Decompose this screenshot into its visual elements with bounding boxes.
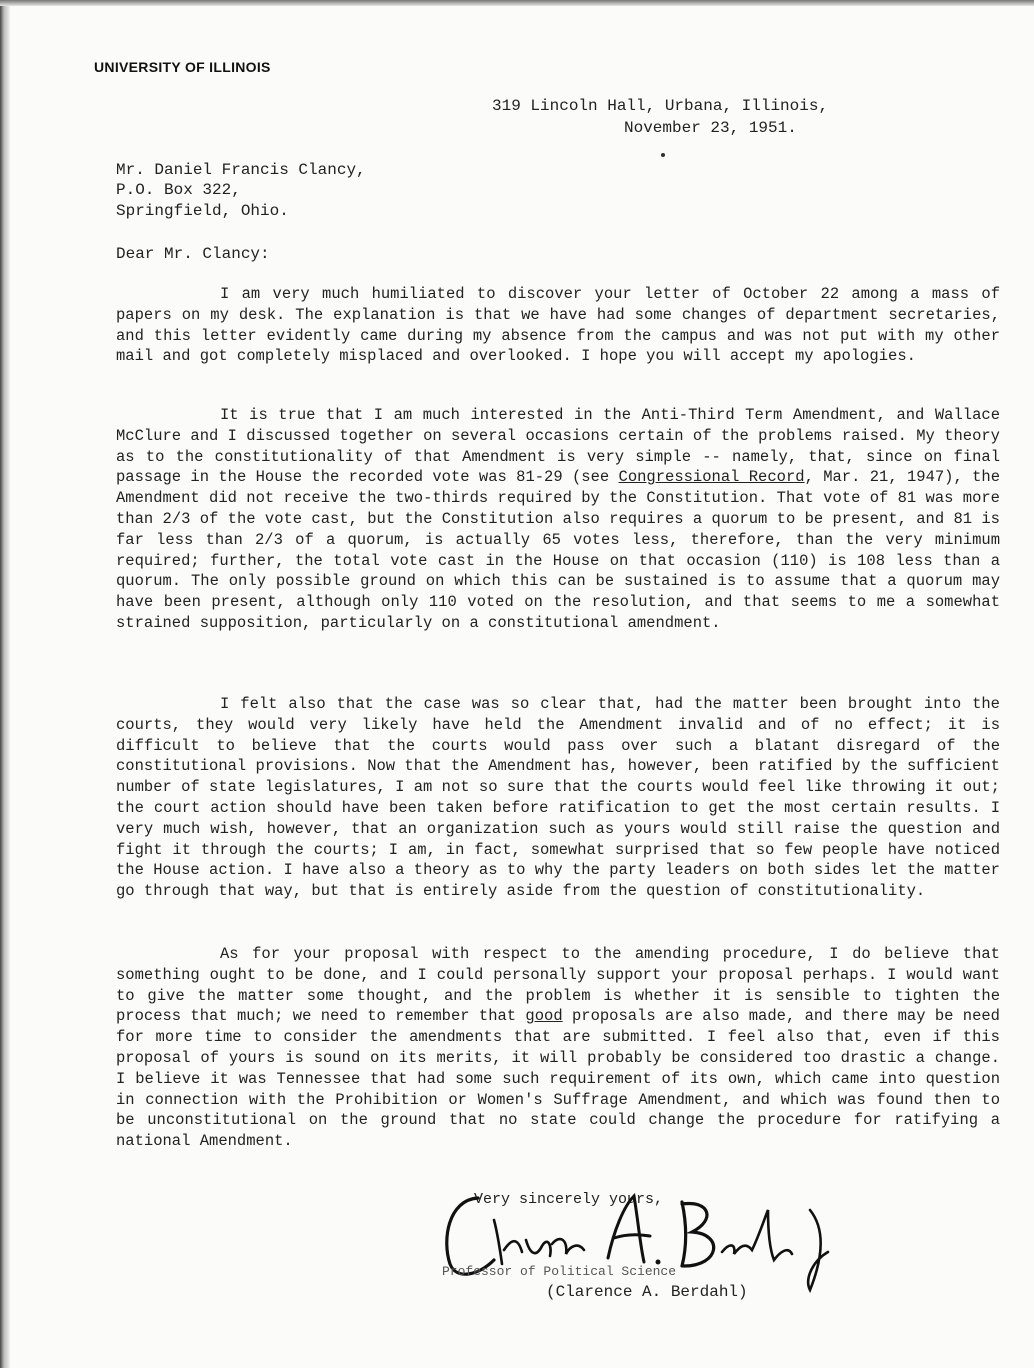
letterhead: UNIVERSITY OF ILLINOIS bbox=[94, 59, 271, 75]
paragraph-4 bbox=[116, 944, 1000, 1152]
emphasis-good: good bbox=[525, 1007, 563, 1026]
paragraph-1 bbox=[116, 284, 1000, 367]
paragraph-3 bbox=[116, 694, 1000, 902]
valediction: Very sincerely yours, bbox=[474, 1191, 664, 1208]
signer-title: Professor of Political Science bbox=[442, 1264, 677, 1279]
paragraph-3-text: I felt also that the case was so clear that, had the matter been brought into the courts, they would very likely have held the Amendment invalid and of no effect; it is difficult to believe that the courts would pass over such a blatant disregard of the constitutional provisions. Now that the Amendment has, however, been ratified by the sufficient number of state legislatures, I am not so sure that the courts would feel like throwing it out; the court action should have been taken before ratification to get the most certain results. I very much wish, however, that an organization such as yours would still raise the question and fight it through the courts; I am, in fact, somewhat surprised that so few people have noticed the House action. I have also a theory as to why the party leaders on both sides let the matter go through that way, but that is entirely aside from the question of constitutionality. bbox=[116, 695, 1000, 901]
paragraph-2-text-a: It is true that I am much interested in the Anti-Third Term Amendment, and Wallace McClure and I discussed together on several occasions certain of the problems raised. My theory as to the constitutionality of that Amendment is very simple -- namely, that, since on final passage in the House the recorded vote was 81-29 (see bbox=[116, 406, 1000, 487]
recipient-box: P.O. Box 322, bbox=[116, 181, 241, 199]
letter-date: November 23, 1951. bbox=[624, 119, 797, 137]
recipient-name: Mr. Daniel Francis Clancy, bbox=[116, 161, 366, 179]
salutation: Dear Mr. Clancy: bbox=[116, 245, 270, 263]
sender-address: 319 Lincoln Hall, Urbana, Illinois, bbox=[492, 97, 829, 115]
paragraph-4-text-a: As for your proposal with respect to the amending procedure, I do believe that something ought to be done, and I could personally support your proposal perhaps. I would want to give the matter some thought, and the problem is whether it is sensible to tighten the process that much; we need to remember that bbox=[116, 945, 1000, 1026]
recipient-city: Springfield, Ohio. bbox=[116, 202, 289, 220]
paragraph-2-text-b: , Mar. 21, 1947), the Amendment did not receive the two-thirds required by the Constitution. That vote of 81 was more than 2/3 of the vote cast, but the Constitution also requires a quorum to be present, and 81 is far less than 2/3 of a quorum, is actually 65 votes less, therefore, than the very minimum required; further, the total vote cast in the House on that occasion (110) is 108 less than a quorum. The only possible ground on which this can be sustained is to assume that a quorum may have been present, although only 110 voted on the resolution, and that seems to me a somewhat strained supposition, particularly on a constitutional amendment. bbox=[116, 468, 1000, 632]
paragraph-1-text: I am very much humiliated to discover your letter of October 22 among a mass of papers on my desk. The explanation is that we have had some changes of department secretaries, and this letter evidently came during my absence from the campus and was not put with my other mail and got completely misplaced and overlooked. I hope you will accept my apologies. bbox=[116, 285, 1000, 366]
page-edge-left bbox=[0, 0, 10, 1368]
ink-dot bbox=[661, 153, 665, 157]
page-edge-top bbox=[0, 0, 1034, 6]
paragraph-4-text-b: proposals are also made, and there may be need for more time to consider the amendments that are submitted. I feel also that, even if this proposal of yours is sound on its merits, it will probably be considered too drastic a change. I believe it was Tennessee that had some such requirement of its own, which came into question in connection with the Prohibition or Women's Suffrage Amendment, and which was found then to be unconstitutional on the ground that no state could change the procedure for ratifying a national Amendment. bbox=[116, 1007, 1000, 1151]
signer-name: (Clarence A. Berdahl) bbox=[546, 1283, 748, 1301]
paragraph-2 bbox=[116, 405, 1000, 634]
congressional-record-ref: Congressional Record bbox=[618, 468, 805, 487]
